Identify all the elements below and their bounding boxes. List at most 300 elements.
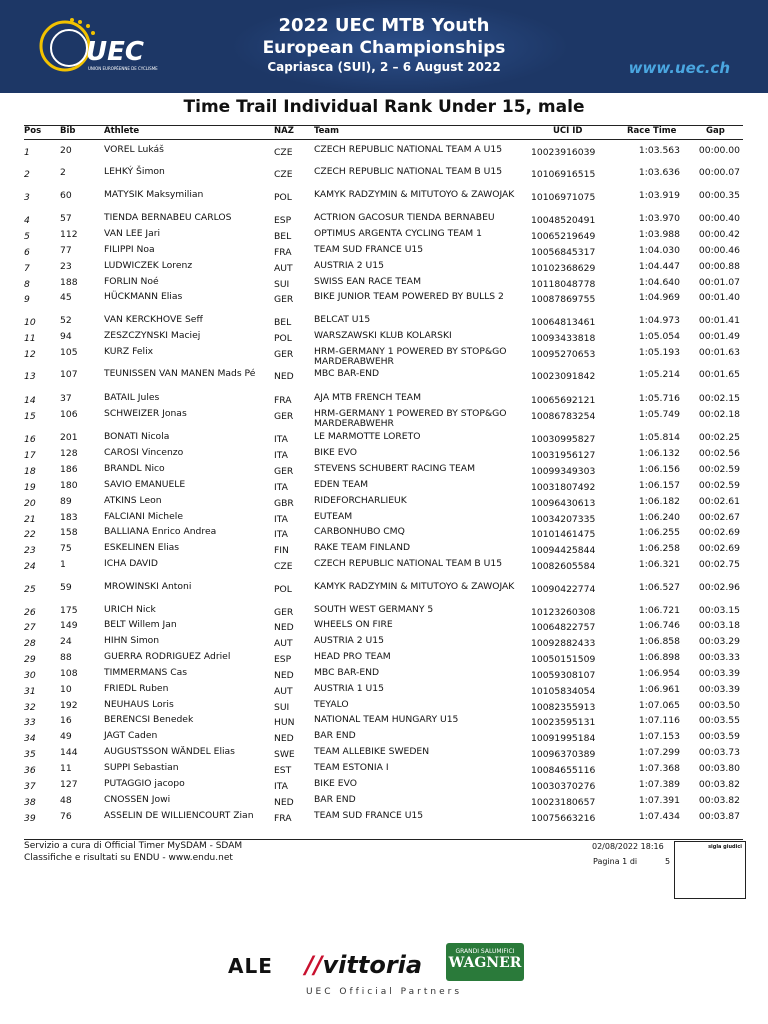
cell-naz: ITA bbox=[274, 529, 288, 540]
cell-pos: 35 bbox=[24, 749, 36, 760]
cell-athlete: TIENDA BERNABEU CARLOS bbox=[104, 212, 232, 223]
cell-naz: SUI bbox=[274, 279, 290, 290]
cell-pos: 30 bbox=[24, 670, 36, 681]
cell-bib: 48 bbox=[60, 795, 72, 806]
cell-time: 1:07.368 bbox=[638, 763, 680, 774]
cell-uci: 10059308107 bbox=[531, 670, 596, 681]
cell-uci: 10056845317 bbox=[531, 247, 596, 258]
cell-uci: 10101461475 bbox=[531, 529, 596, 540]
page-title: Time Trail Individual Rank Under 15, male bbox=[183, 97, 585, 117]
cell-uci: 10096370389 bbox=[531, 749, 596, 760]
cell-team: STEVENS SCHUBERT RACING TEAM bbox=[314, 463, 475, 474]
cell-athlete: HIHN Simon bbox=[104, 635, 160, 646]
cell-pos: 13 bbox=[24, 371, 36, 382]
cell-athlete: SUPPI Sebastian bbox=[104, 762, 179, 773]
cell-bib: 175 bbox=[60, 605, 78, 616]
cell-team: BIKE JUNIOR TEAM POWERED BY BULLS 2 bbox=[314, 291, 504, 302]
cell-bib: 23 bbox=[60, 261, 72, 272]
cell-athlete: BALLIANA Enrico Andrea bbox=[104, 526, 217, 537]
cell-team: AUSTRIA 1 U15 bbox=[314, 683, 384, 694]
cell-gap: 00:01.49 bbox=[698, 331, 740, 342]
cell-naz: ITA bbox=[274, 434, 288, 445]
cell-naz: AUT bbox=[274, 686, 293, 697]
cell-uci: 10093433818 bbox=[531, 333, 596, 344]
cell-bib: 128 bbox=[60, 448, 78, 459]
cell-naz: GER bbox=[274, 466, 294, 477]
cell-naz: ESP bbox=[274, 215, 292, 226]
cell-team: WHEELS ON FIRE bbox=[314, 619, 393, 630]
cell-athlete: FILIPPI Noa bbox=[104, 244, 155, 255]
cell-bib: 149 bbox=[60, 620, 78, 631]
cell-gap: 00:03.29 bbox=[698, 636, 740, 647]
cell-uci: 10048520491 bbox=[531, 215, 596, 226]
col-header-athlete: Athlete bbox=[104, 126, 140, 136]
cell-pos: 1 bbox=[24, 147, 30, 158]
cell-pos: 2 bbox=[24, 169, 30, 180]
cell-pos: 11 bbox=[24, 333, 36, 344]
cell-time: 1:03.919 bbox=[638, 190, 680, 201]
cell-bib: 192 bbox=[60, 700, 78, 711]
cell-naz: POL bbox=[274, 333, 292, 344]
col-header-naz: NAZ bbox=[274, 126, 294, 136]
cell-gap: 00:00.35 bbox=[698, 190, 740, 201]
cell-time: 1:07.065 bbox=[638, 700, 680, 711]
cell-uci: 10030370276 bbox=[531, 781, 596, 792]
cell-naz: AUT bbox=[274, 263, 293, 274]
footer-page-total: 5 bbox=[665, 857, 671, 866]
cell-naz: FIN bbox=[274, 545, 289, 556]
cell-pos: 5 bbox=[24, 231, 30, 242]
website-link[interactable]: www.uec.ch bbox=[628, 59, 730, 77]
cell-pos: 34 bbox=[24, 733, 36, 744]
wagner-wordmark: WAGNER bbox=[448, 955, 522, 971]
cell-team: TEAM SUD FRANCE U15 bbox=[314, 810, 424, 821]
cell-naz: GBR bbox=[274, 498, 294, 509]
cell-pos: 14 bbox=[24, 395, 36, 406]
cell-gap: 00:00.00 bbox=[698, 145, 740, 156]
cell-naz: EST bbox=[274, 765, 292, 776]
cell-uci: 10023916039 bbox=[531, 147, 596, 158]
cell-uci: 10030995827 bbox=[531, 434, 596, 445]
cell-time: 1:06.132 bbox=[638, 448, 680, 459]
cell-gap: 00:02.59 bbox=[698, 464, 740, 475]
cell-gap: 00:03.15 bbox=[698, 605, 740, 616]
cell-time: 1:06.258 bbox=[638, 543, 680, 554]
cell-team: CZECH REPUBLIC NATIONAL TEAM B U15 bbox=[314, 166, 503, 177]
cell-gap: 00:02.61 bbox=[698, 496, 740, 507]
cell-time: 1:06.858 bbox=[638, 636, 680, 647]
cell-pos: 3 bbox=[24, 192, 30, 203]
cell-gap: 00:01.63 bbox=[698, 347, 740, 358]
cell-gap: 00:03.73 bbox=[698, 747, 740, 758]
cell-time: 1:07.153 bbox=[638, 731, 680, 742]
cell-team: KAMYK RADZYMIN & MITUTOYO & ZAWOJAK bbox=[314, 581, 515, 592]
cell-athlete: LUDWICZEK Lorenz bbox=[104, 260, 193, 271]
cell-athlete: SCHWEIZER Jonas bbox=[104, 408, 187, 419]
cell-bib: 11 bbox=[60, 763, 72, 774]
cell-naz: GER bbox=[274, 607, 294, 618]
cell-team: OPTIMUS ARGENTA CYCLING TEAM 1 bbox=[314, 228, 482, 239]
cell-time: 1:05.814 bbox=[638, 432, 680, 443]
cell-naz: BEL bbox=[274, 317, 292, 328]
cell-time: 1:03.970 bbox=[638, 213, 680, 224]
cell-bib: 188 bbox=[60, 277, 78, 288]
cell-pos: 21 bbox=[24, 514, 36, 525]
cell-uci: 10064822757 bbox=[531, 622, 596, 633]
cell-pos: 37 bbox=[24, 781, 36, 792]
cell-athlete: AUGUSTSSON WÄNDEL Elias bbox=[104, 746, 235, 757]
cell-team: CZECH REPUBLIC NATIONAL TEAM B U15 bbox=[314, 558, 503, 569]
cell-bib: 105 bbox=[60, 347, 78, 358]
cell-pos: 17 bbox=[24, 450, 36, 461]
cell-athlete: NEUHAUS Loris bbox=[104, 699, 174, 710]
cell-bib: 183 bbox=[60, 512, 78, 523]
wagner-logo bbox=[446, 943, 524, 981]
cell-pos: 32 bbox=[24, 702, 36, 713]
event-location-dates: Capriasca (SUI), 2 – 6 August 2022 bbox=[267, 60, 501, 74]
cell-athlete: BONATI Nicola bbox=[104, 431, 170, 442]
header-rule-bottom bbox=[24, 139, 743, 140]
cell-time: 1:06.954 bbox=[638, 668, 680, 679]
cell-bib: 89 bbox=[60, 496, 72, 507]
cell-team: RAKE TEAM FINLAND bbox=[314, 542, 411, 553]
judges-signature-label: sigla giudici bbox=[708, 844, 742, 850]
cell-bib: 127 bbox=[60, 779, 78, 790]
cell-time: 1:07.116 bbox=[638, 715, 680, 726]
cell-team: CZECH REPUBLIC NATIONAL TEAM A U15 bbox=[314, 144, 503, 155]
cell-naz: ITA bbox=[274, 450, 288, 461]
cell-pos: 4 bbox=[24, 215, 30, 226]
cell-athlete: ATKINS Leon bbox=[104, 495, 162, 506]
cell-gap: 00:01.41 bbox=[698, 315, 740, 326]
cell-uci: 10090422774 bbox=[531, 584, 596, 595]
cell-time: 1:06.721 bbox=[638, 605, 680, 616]
footer-endu: Classifiche e risultati su ENDU - www.endu.net bbox=[24, 853, 233, 863]
footer-page-label: Pagina 1 di bbox=[593, 857, 638, 866]
cell-pos: 39 bbox=[24, 813, 36, 824]
cell-pos: 15 bbox=[24, 411, 36, 422]
cell-team: BAR END bbox=[314, 794, 356, 805]
cell-pos: 26 bbox=[24, 607, 36, 618]
cell-pos: 10 bbox=[24, 317, 36, 328]
cell-time: 1:04.973 bbox=[638, 315, 680, 326]
cell-athlete: ZESZCZYNSKI Maciej bbox=[104, 330, 201, 341]
cell-bib: 37 bbox=[60, 393, 72, 404]
cell-bib: 16 bbox=[60, 715, 72, 726]
cell-bib: 49 bbox=[60, 731, 72, 742]
cell-gap: 00:03.33 bbox=[698, 652, 740, 663]
cell-gap: 00:02.25 bbox=[698, 432, 740, 443]
cell-uci: 10084655116 bbox=[531, 765, 596, 776]
cell-naz: FRA bbox=[274, 395, 292, 406]
cell-pos: 9 bbox=[24, 294, 30, 305]
cell-time: 1:05.193 bbox=[638, 347, 680, 358]
cell-team: EDEN TEAM bbox=[314, 479, 369, 490]
cell-athlete: BELT Willem Jan bbox=[104, 619, 177, 630]
cell-team: ACTRION GACOSUR TIENDA BERNABEU bbox=[314, 212, 495, 223]
cell-bib: 144 bbox=[60, 747, 78, 758]
cell-pos: 38 bbox=[24, 797, 36, 808]
cell-team: KAMYK RADZYMIN & MITUTOYO & ZAWOJAK bbox=[314, 189, 515, 200]
cell-pos: 28 bbox=[24, 638, 36, 649]
cell-naz: ITA bbox=[274, 482, 288, 493]
cell-athlete: VOREL Lukáš bbox=[104, 144, 164, 155]
footer-rule bbox=[24, 839, 743, 840]
cell-time: 1:04.969 bbox=[638, 292, 680, 303]
cell-athlete: BRANDL Nico bbox=[104, 463, 165, 474]
cell-team: SOUTH WEST GERMANY 5 bbox=[314, 604, 434, 615]
col-header-bib: Bib bbox=[60, 126, 76, 136]
cell-time: 1:06.182 bbox=[638, 496, 680, 507]
cell-uci: 10082605584 bbox=[531, 561, 596, 572]
cell-naz: CZE bbox=[274, 561, 293, 572]
ale-logo: ALE bbox=[228, 954, 273, 978]
cell-pos: 27 bbox=[24, 622, 36, 633]
cell-uci: 10099349303 bbox=[531, 466, 596, 477]
cell-naz: NED bbox=[274, 797, 294, 808]
cell-team: HRM-GERMANY 1 POWERED BY STOP&GO MARDERABWEHR bbox=[314, 408, 507, 429]
cell-bib: 2 bbox=[60, 167, 66, 178]
col-header-uci: UCI ID bbox=[553, 126, 583, 136]
cell-pos: 24 bbox=[24, 561, 36, 572]
official-partners-label: UEC Official Partners bbox=[305, 987, 463, 997]
cell-time: 1:06.746 bbox=[638, 620, 680, 631]
cell-uci: 10118048778 bbox=[531, 279, 596, 290]
cell-athlete: ICHA DAVID bbox=[104, 558, 158, 569]
cell-team: NATIONAL TEAM HUNGARY U15 bbox=[314, 714, 459, 725]
cell-bib: 52 bbox=[60, 315, 72, 326]
cell-team: BIKE EVO bbox=[314, 447, 357, 458]
cell-bib: 186 bbox=[60, 464, 78, 475]
uec-logo-text: UEC bbox=[86, 37, 144, 67]
cell-team: TEAM ALLEBIKE SWEDEN bbox=[314, 746, 430, 757]
cell-time: 1:05.716 bbox=[638, 393, 680, 404]
cell-gap: 00:03.82 bbox=[698, 795, 740, 806]
cell-athlete: ESKELINEN Elias bbox=[104, 542, 180, 553]
cell-pos: 23 bbox=[24, 545, 36, 556]
cell-gap: 00:00.40 bbox=[698, 213, 740, 224]
cell-bib: 107 bbox=[60, 369, 78, 380]
cell-team: RIDEFORCHARLIEUK bbox=[314, 495, 407, 506]
cell-bib: 180 bbox=[60, 480, 78, 491]
cell-athlete: GUERRA RODRIGUEZ Adriel bbox=[104, 651, 231, 662]
cell-time: 1:04.640 bbox=[638, 277, 680, 288]
cell-naz: POL bbox=[274, 192, 292, 203]
cell-gap: 00:02.59 bbox=[698, 480, 740, 491]
cell-bib: 59 bbox=[60, 582, 72, 593]
cell-bib: 94 bbox=[60, 331, 72, 342]
cell-gap: 00:02.15 bbox=[698, 393, 740, 404]
cell-gap: 00:03.39 bbox=[698, 668, 740, 679]
cell-time: 1:07.389 bbox=[638, 779, 680, 790]
cell-time: 1:06.527 bbox=[638, 582, 680, 593]
cell-uci: 10031807492 bbox=[531, 482, 596, 493]
cell-uci: 10091995184 bbox=[531, 733, 596, 744]
cell-time: 1:06.157 bbox=[638, 480, 680, 491]
cell-athlete: VAN LEE Jari bbox=[104, 228, 161, 239]
cell-time: 1:06.255 bbox=[638, 527, 680, 538]
cell-uci: 10031956127 bbox=[531, 450, 596, 461]
cell-uci: 10092882433 bbox=[531, 638, 596, 649]
cell-uci: 10087869755 bbox=[531, 294, 596, 305]
event-title-line1: 2022 UEC MTB Youth bbox=[278, 15, 490, 36]
cell-uci: 10023595131 bbox=[531, 717, 596, 728]
vittoria-wordmark: vittoria bbox=[322, 951, 423, 979]
cell-athlete: TIMMERMANS Cas bbox=[104, 667, 188, 678]
cell-athlete: CNOSSEN Jowi bbox=[104, 794, 171, 805]
cell-naz: FRA bbox=[274, 813, 292, 824]
cell-athlete: FORLIN Noé bbox=[104, 276, 159, 287]
cell-pos: 8 bbox=[24, 279, 30, 290]
cell-team: AJA MTB FRENCH TEAM bbox=[314, 392, 422, 403]
cell-gap: 00:02.67 bbox=[698, 512, 740, 523]
cell-team: BELCAT U15 bbox=[314, 314, 371, 325]
cell-naz: GER bbox=[274, 294, 294, 305]
footer-datetime: 02/08/2022 18:16 bbox=[592, 842, 664, 851]
cell-uci: 10023180657 bbox=[531, 797, 596, 808]
cell-gap: 00:02.69 bbox=[698, 543, 740, 554]
judges-signature-box bbox=[674, 841, 746, 899]
cell-team: HRM-GERMANY 1 POWERED BY STOP&GO MARDERABWEHR bbox=[314, 346, 507, 367]
cell-gap: 00:03.80 bbox=[698, 763, 740, 774]
cell-gap: 00:03.39 bbox=[698, 684, 740, 695]
cell-gap: 00:03.50 bbox=[698, 700, 740, 711]
cell-uci: 10123260308 bbox=[531, 607, 596, 618]
cell-gap: 00:00.42 bbox=[698, 229, 740, 240]
cell-time: 1:06.156 bbox=[638, 464, 680, 475]
cell-gap: 00:00.07 bbox=[698, 167, 740, 178]
cell-team: BAR END bbox=[314, 730, 356, 741]
cell-pos: 19 bbox=[24, 482, 36, 493]
cell-uci: 10065219649 bbox=[531, 231, 596, 242]
cell-pos: 6 bbox=[24, 247, 30, 258]
cell-athlete: URICH Nick bbox=[104, 604, 156, 615]
cell-time: 1:05.749 bbox=[638, 409, 680, 420]
cell-bib: 10 bbox=[60, 684, 72, 695]
cell-team: LE MARMOTTE LORETO bbox=[314, 431, 421, 442]
cell-uci: 10106971075 bbox=[531, 192, 596, 203]
cell-naz: AUT bbox=[274, 638, 293, 649]
vittoria-logo bbox=[305, 951, 422, 979]
cell-team: AUSTRIA 2 U15 bbox=[314, 260, 384, 271]
cell-time: 1:05.054 bbox=[638, 331, 680, 342]
cell-bib: 24 bbox=[60, 636, 72, 647]
cell-athlete: VAN KERCKHOVE Seff bbox=[104, 314, 203, 325]
cell-naz: ITA bbox=[274, 514, 288, 525]
cell-team: HEAD PRO TEAM bbox=[314, 651, 391, 662]
cell-time: 1:03.563 bbox=[638, 145, 680, 156]
uec-logo-sub: UNION EUROPÉENNE DE CYCLISME bbox=[88, 66, 158, 71]
cell-naz: CZE bbox=[274, 147, 293, 158]
cell-gap: 00:02.56 bbox=[698, 448, 740, 459]
cell-uci: 10065692121 bbox=[531, 395, 596, 406]
cell-bib: 108 bbox=[60, 668, 78, 679]
cell-bib: 88 bbox=[60, 652, 72, 663]
cell-gap: 00:00.46 bbox=[698, 245, 740, 256]
cell-naz: NED bbox=[274, 670, 294, 681]
cell-uci: 10082355913 bbox=[531, 702, 596, 713]
cell-gap: 00:00.88 bbox=[698, 261, 740, 272]
cell-time: 1:04.030 bbox=[638, 245, 680, 256]
cell-athlete: JAGT Caden bbox=[104, 730, 158, 741]
cell-athlete: BERENCSI Benedek bbox=[104, 714, 194, 725]
cell-team: WARSZAWSKI KLUB KOLARSKI bbox=[314, 330, 452, 341]
cell-uci: 10034207335 bbox=[531, 514, 596, 525]
cell-bib: 201 bbox=[60, 432, 78, 443]
cell-naz: GER bbox=[274, 349, 294, 360]
cell-naz: SUI bbox=[274, 702, 290, 713]
cell-time: 1:06.321 bbox=[638, 559, 680, 570]
col-header-time: Race Time bbox=[627, 126, 677, 136]
cell-team: EUTEAM bbox=[314, 511, 353, 522]
cell-gap: 00:03.82 bbox=[698, 779, 740, 790]
cell-naz: FRA bbox=[274, 247, 292, 258]
cell-naz: POL bbox=[274, 584, 292, 595]
cell-gap: 00:01.65 bbox=[698, 369, 740, 380]
cell-pos: 36 bbox=[24, 765, 36, 776]
cell-gap: 00:03.87 bbox=[698, 811, 740, 822]
col-header-gap: Gap bbox=[706, 126, 725, 136]
cell-uci: 10064813461 bbox=[531, 317, 596, 328]
cell-uci: 10075663216 bbox=[531, 813, 596, 824]
cell-team: MBC BAR-END bbox=[314, 368, 380, 379]
cell-gap: 00:03.18 bbox=[698, 620, 740, 631]
cell-bib: 75 bbox=[60, 543, 72, 554]
cell-team: TEAM ESTONIA I bbox=[314, 762, 389, 773]
cell-gap: 00:03.59 bbox=[698, 731, 740, 742]
cell-time: 1:06.961 bbox=[638, 684, 680, 695]
cell-pos: 25 bbox=[24, 584, 36, 595]
cell-uci: 10105834054 bbox=[531, 686, 596, 697]
cell-gap: 00:02.69 bbox=[698, 527, 740, 538]
cell-pos: 20 bbox=[24, 498, 36, 509]
cell-time: 1:07.434 bbox=[638, 811, 680, 822]
cell-uci: 10050151509 bbox=[531, 654, 596, 665]
cell-naz: NED bbox=[274, 371, 294, 382]
cell-bib: 45 bbox=[60, 292, 72, 303]
wagner-tagline: GRANDI SALUMIFICI bbox=[455, 948, 515, 955]
cell-gap: 00:02.96 bbox=[698, 582, 740, 593]
cell-pos: 12 bbox=[24, 349, 36, 360]
cell-team: BIKE EVO bbox=[314, 778, 357, 789]
cell-time: 1:06.898 bbox=[638, 652, 680, 663]
cell-gap: 00:01.40 bbox=[698, 292, 740, 303]
col-header-pos: Pos bbox=[24, 126, 42, 136]
cell-athlete: LEHKÝ Šimon bbox=[104, 166, 165, 177]
cell-time: 1:03.988 bbox=[638, 229, 680, 240]
cell-athlete: HÜCKMANN Elias bbox=[104, 291, 183, 302]
cell-team: AUSTRIA 2 U15 bbox=[314, 635, 384, 646]
cell-naz: SWE bbox=[274, 749, 295, 760]
cell-time: 1:07.391 bbox=[638, 795, 680, 806]
cell-time: 1:07.299 bbox=[638, 747, 680, 758]
cell-athlete: KURZ Felix bbox=[104, 346, 154, 357]
cell-time: 1:06.240 bbox=[638, 512, 680, 523]
cell-bib: 158 bbox=[60, 527, 78, 538]
cell-athlete: CAROSI Vincenzo bbox=[104, 447, 184, 458]
cell-team: MBC BAR-END bbox=[314, 667, 380, 678]
cell-pos: 33 bbox=[24, 717, 36, 728]
cell-gap: 00:01.07 bbox=[698, 277, 740, 288]
cell-bib: 77 bbox=[60, 245, 72, 256]
cell-time: 1:05.214 bbox=[638, 369, 680, 380]
cell-athlete: MATYSIK Maksymilian bbox=[104, 189, 204, 200]
cell-team: CARBONHUBO CMQ bbox=[314, 526, 405, 537]
cell-gap: 00:02.18 bbox=[698, 409, 740, 420]
cell-naz: HUN bbox=[274, 717, 295, 728]
header-banner bbox=[0, 0, 768, 93]
col-header-team: Team bbox=[314, 126, 340, 136]
